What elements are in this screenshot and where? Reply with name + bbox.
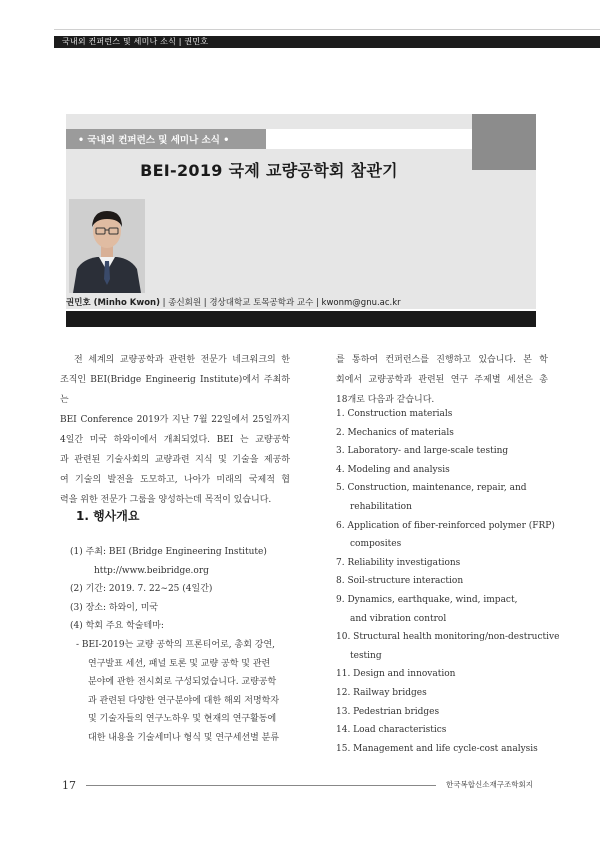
topic-item: 2. Mechanics of materials	[336, 427, 454, 438]
author-name: 권민호 (Minho Kwon)	[66, 298, 160, 308]
topic-item: composites	[350, 539, 402, 550]
intro-line: 전 세계의 교량공학과 관련한 전문가 네크워크의 한	[74, 355, 290, 365]
footer-rule	[86, 785, 436, 786]
topic-item: 9. Dynamics, earthquake, wind, impact,	[336, 594, 518, 605]
header-bottom-bar	[66, 311, 536, 327]
topic-item: 4. Modeling and analysis	[336, 464, 450, 475]
topic-item: 1. Construction materials	[336, 409, 453, 419]
intro-line: 여 기술의 발전을 도모하고, 나아가 미래의 국제적 협	[60, 475, 290, 485]
intro-line: 력을 위한 전문가 그룹을 양성하는데 목적이 있습니다.	[60, 495, 272, 505]
list-item: (2) 기간: 2019. 7. 22∼25 (4일간)	[70, 584, 213, 595]
author-portrait	[69, 199, 145, 293]
topic-item: 10. Structural health monitoring/non-destructive	[336, 632, 560, 643]
topic-item: testing	[350, 650, 382, 661]
list-item: http://www.beibridge.org	[94, 565, 209, 576]
page-number: 17	[62, 779, 76, 792]
topic-item: 5. Construction, maintenance, repair, and	[336, 483, 527, 494]
list-item: (4) 학회 주요 학술테마:	[70, 621, 164, 632]
list-item: 과 관련된 다양한 연구분야에 대한 해외 저명학자	[88, 695, 280, 706]
author-info	[66, 296, 536, 308]
topic-item: 6. Application of fiber-reinforced polymer (FRP)	[336, 520, 555, 531]
list-item: 대한 내용을 기술세미나 형식 및 연구세션별 분류	[88, 732, 280, 743]
running-header	[0, 0, 600, 48]
topic-item: 8. Soil-structure interaction	[336, 576, 464, 587]
intro-line: 과 관련된 기술사회의 교량과련 지식 및 기술을 제공하	[60, 455, 290, 465]
header-accent-block	[472, 114, 536, 170]
intro-line: BEI Conference 2019가 지난 7월 22일에서 25일까지	[60, 415, 290, 425]
section-badge-text: • 국내외 컨퍼런스 및 세미나 소식 •	[78, 135, 230, 146]
right-intro-line: 회에서 교량공학과 관련된 연구 주제별 세션은 총	[336, 375, 548, 385]
list-item: - BEI-2019는 교량 공학의 프론티어로, 총회 강연,	[76, 639, 276, 650]
intro-line: 조직인 BEI(Bridge Engineerig Institute)에서 주최하는	[60, 375, 290, 405]
list-item: 및 기술자들의 연구노하우 및 현재의 연구활동에	[88, 714, 277, 725]
topic-item: 7. Reliability investigations	[336, 557, 461, 568]
topic-item: 13. Pedestrian bridges	[336, 706, 440, 717]
topic-item: 14. Load characteristics	[336, 725, 447, 736]
topic-item: rehabilitation	[350, 501, 412, 512]
author-details: | 종신회원 | 경상대학교 토목공학과 교수 | kwonm@gnu.ac.kr	[162, 298, 401, 308]
article-title: BEI-2019 국제 교량공학회 참관기	[140, 161, 398, 180]
list-item: 연구발표 세션, 패널 토론 및 교량 공학 및 관련	[88, 658, 271, 669]
header-rule	[54, 29, 600, 30]
event-overview-list	[70, 543, 295, 748]
right-intro-line: 18개로 다음과 같습니다.	[336, 395, 435, 405]
list-item: (1) 주최: BEI (Bridge Engineering Institute)	[70, 547, 267, 557]
topic-item: 15. Management and life cycle-cost analysis	[336, 743, 538, 754]
session-topic-list	[336, 405, 560, 758]
topic-item: and vibration control	[350, 613, 447, 624]
right-intro	[336, 350, 548, 410]
section-heading: 1. 행사개요	[76, 509, 140, 523]
topic-item: 3. Laboratory- and large-scale testing	[336, 446, 509, 457]
topic-item: 11. Design and innovation	[336, 669, 456, 680]
list-item: (3) 장소: 하와이, 미국	[70, 602, 159, 613]
journal-name: 한국복합신소재구조학회지	[446, 780, 533, 789]
intro-line: 4일간 미국 하와이에서 개최되었다. BEI 는 교량공학	[60, 435, 290, 445]
author-photo	[69, 199, 145, 293]
topic-item: 12. Railway bridges	[336, 687, 427, 698]
list-item: 분야에 관한 전시회로 구성되었습니다. 교량공학	[88, 677, 277, 688]
running-header-text: 국내외 컨퍼런스 및 세미나 소식 | 권민호	[62, 37, 209, 46]
right-intro-line: 를 통하여 컨퍼런스를 진행하고 있습니다. 본 학	[336, 355, 548, 365]
intro-paragraph	[60, 350, 290, 510]
